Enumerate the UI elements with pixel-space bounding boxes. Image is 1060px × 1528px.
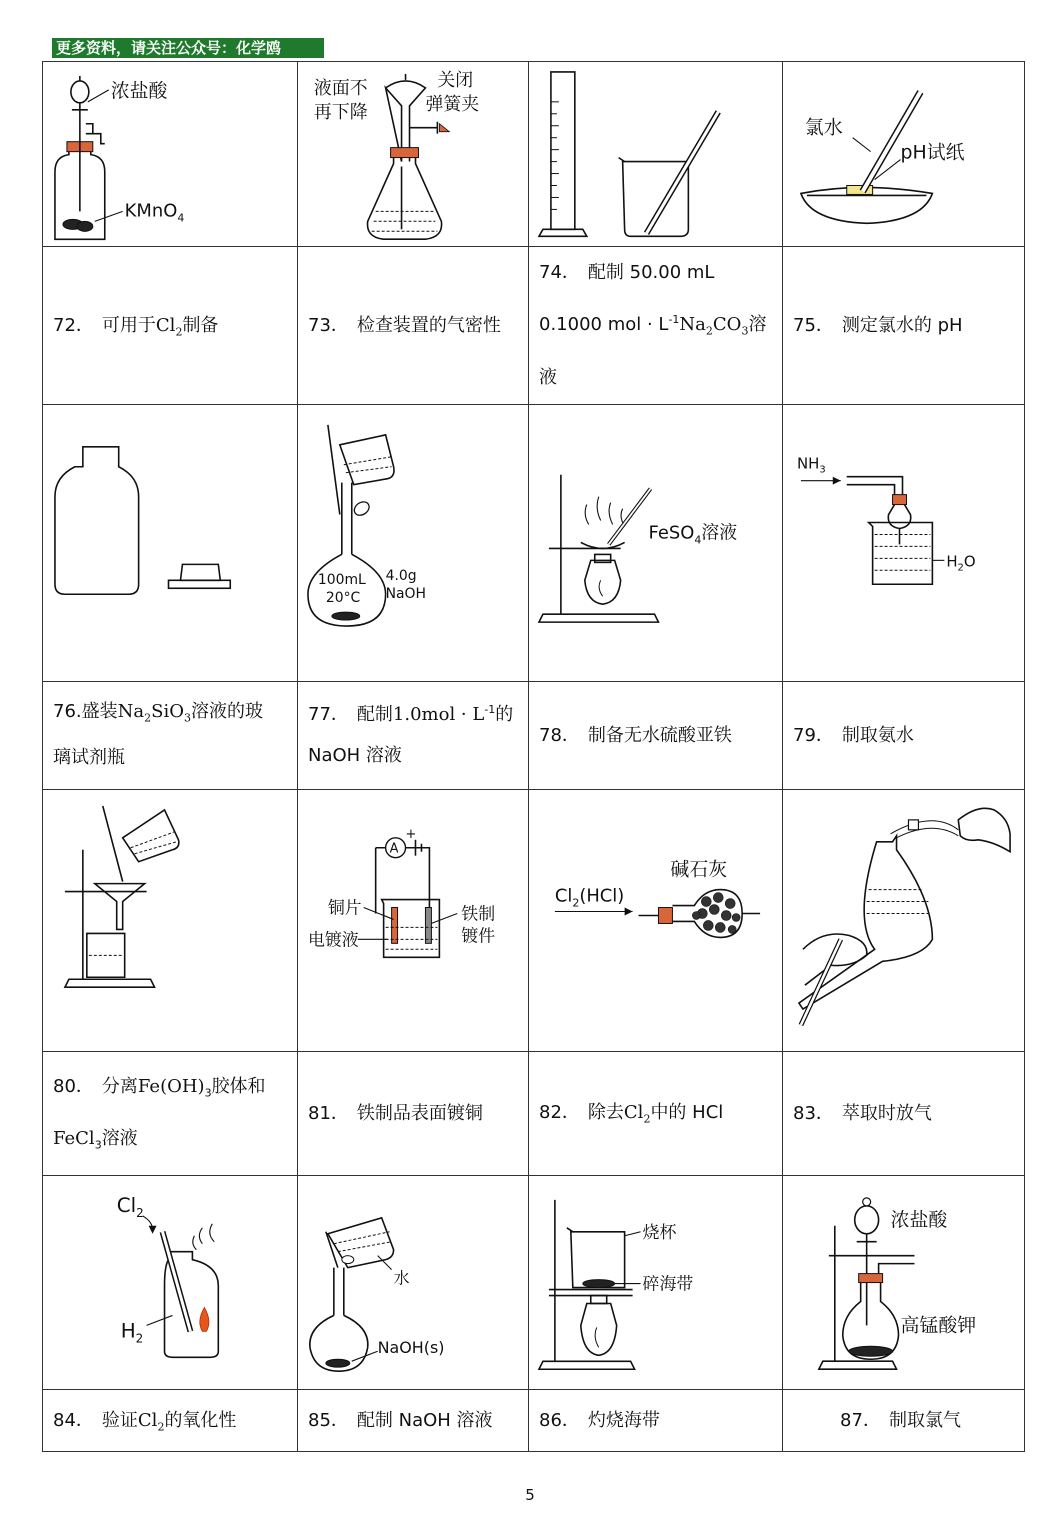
label-beaker: 烧杯 [642,1221,677,1242]
caption-row-84-87 [43,1389,1025,1451]
caption-75: 75． 测定氯水的 pH [783,247,1025,405]
caption-81: 81． 铁制品表面镀铜 [298,1051,529,1175]
figure-78 [529,404,783,681]
caption-row-72-75 [43,247,1025,405]
label-ph-paper: pH试纸 [900,141,965,164]
label-4g: 4.0g [385,568,417,585]
caption-86: 86． 灼烧海带 [529,1389,783,1451]
label-chlorine-water: 氯水 [804,116,843,139]
caption-79: 79． 制取氨水 [783,681,1025,789]
image-row-72-75 [43,62,1025,247]
figure-84 [43,1175,298,1389]
caption-row-76-79 [43,681,1025,789]
label-h2o: $H_2O$ [946,552,976,574]
label-naoh: NaOH [385,586,426,603]
label-close-2: 弹簧夹 [425,93,480,115]
caption-76: 76.盛装$Na_2SiO_3$溶液的玻 璃试剂瓶 [43,681,298,789]
label-h2: $H_2$ [120,1319,144,1346]
label-feso4: FeSO$_4$溶液 [648,522,738,547]
figure-75 [783,62,1025,247]
page-number: 5 [525,1486,535,1504]
figure-77 [298,404,529,681]
caption-87: 87． 制取氯气 [783,1389,1025,1451]
figure-85 [298,1175,529,1389]
caption-82: 82． 除去$Cl_2$中的 HCl [529,1051,783,1175]
caption-73: 73． 检查装置的气密性 [298,247,529,405]
label-conc-hcl-87: 浓盐酸 [890,1208,948,1231]
label-ammeter: A [389,841,399,857]
image-row-80-83 [43,789,1025,1051]
figure-79 [783,404,1025,681]
figure-83 [783,789,1025,1051]
label-nh3: $NH_3$ [796,454,826,476]
promo-banner: 更多资料，请关注公众号：化学鸥 [52,38,324,58]
caption-83: 83． 萃取时放气 [783,1051,1025,1175]
label-100ml: 100mL [317,572,366,589]
caption-72: 72． 可用于$Cl_2$制备 [43,247,298,405]
figure-82 [529,789,783,1051]
label-close-1: 关闭 [437,69,474,91]
label-20c: 20°C [325,590,361,607]
figure-73 [298,62,529,247]
caption-77: 77． 配制$1.0mol \cdot L^{-1}$的 NaOH 溶液 [298,681,529,789]
experiment-table [42,61,1025,1452]
svg-text:+: + [405,826,417,842]
image-row-76-79 [43,404,1025,681]
label-cl2: $Cl_2$ [116,1193,144,1220]
figure-80 [43,789,298,1051]
figure-87 [783,1175,1025,1389]
label-naoh-s: NaOH(s) [377,1338,445,1358]
image-row-84-87 [43,1175,1025,1389]
caption-84: 84． 验证$Cl_2$的氧化性 [43,1389,298,1451]
caption-78: 78． 制备无水硫酸亚铁 [529,681,783,789]
caption-row-80-83 [43,1051,1025,1175]
label-soda-lime: 碱石灰 [670,858,728,881]
label-cl2-hcl: $Cl_2(HCl)$ [554,885,625,910]
label-electrolyte: 电镀液 [307,929,359,950]
label-iron-2: 镀件 [461,925,496,946]
label-level-2: 再下降 [313,101,368,123]
label-iron-1: 铁制 [461,903,496,924]
label-kmno4: KMnO$_4$ [124,200,185,225]
figure-86 [529,1175,783,1389]
label-level-1: 液面不 [313,77,368,99]
caption-80: 80． 分离$Fe(OH)_3$胶体和 FeCl$_3$溶液 [43,1051,298,1175]
label-kmno4-87: 高锰酸钾 [900,1314,977,1337]
figure-74 [529,62,783,247]
label-water: 水 [393,1268,410,1288]
figure-81 [298,789,529,1051]
figure-72 [43,62,298,247]
caption-74: 74． 配制 50.00 mL 0.1000 mol · $L^{-1}Na_2CO_3$溶 液 [529,247,783,405]
figure-76 [43,404,298,681]
caption-85: 85． 配制 NaOH 溶液 [298,1389,529,1451]
label-seaweed: 碎海带 [642,1273,694,1294]
label-conc-hcl: 浓盐酸 [110,79,168,102]
label-copper: 铜片 [327,897,362,918]
